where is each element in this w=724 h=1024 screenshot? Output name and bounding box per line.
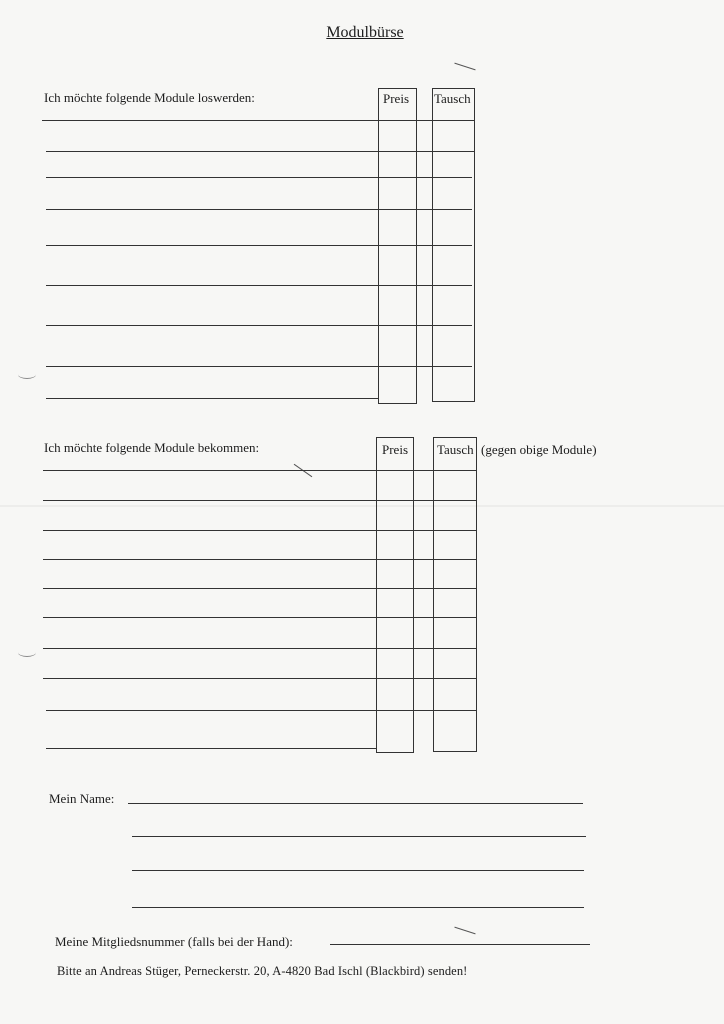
send-to-note: Bitte an Andreas Stüger, Perneckerstr. 20, A-4820 Bad Ischl (Blackbird) senden! — [57, 964, 468, 978]
sell-row-line[interactable] — [46, 398, 378, 399]
sell-row-line[interactable] — [46, 366, 472, 367]
sell-trade-border — [432, 401, 474, 402]
buy-trade-border — [433, 437, 434, 752]
sell-heading: Ich möchte folgende Module loswerden: — [44, 90, 255, 105]
sell-price-header: Preis — [383, 91, 409, 106]
sell-row-line[interactable] — [46, 209, 472, 210]
buy-row-line[interactable] — [43, 678, 476, 679]
buy-row-line[interactable] — [43, 470, 476, 471]
punch-hole-mark — [18, 648, 36, 657]
sell-price-border — [378, 88, 379, 404]
buy-row-line[interactable] — [43, 648, 476, 649]
buy-heading: Ich möchte folgende Module bekommen: — [44, 440, 260, 455]
sell-price-border — [378, 403, 416, 404]
buy-row-line[interactable] — [46, 748, 376, 749]
name-field-line[interactable] — [132, 836, 586, 837]
buy-trade-border — [433, 437, 476, 438]
punch-hole-mark — [18, 370, 36, 379]
name-field-line[interactable] — [132, 907, 584, 908]
sell-row-line[interactable] — [46, 285, 472, 286]
member-number-label: Meine Mitgliedsnummer (falls bei der Hand): — [55, 934, 293, 949]
name-field-line[interactable] — [132, 870, 584, 871]
sell-trade-header: Tausch — [434, 91, 471, 106]
sell-trade-border — [474, 88, 475, 402]
sell-row-line[interactable] — [46, 325, 472, 326]
buy-row-line[interactable] — [43, 500, 476, 501]
sell-row-line[interactable] — [42, 120, 474, 121]
buy-price-border — [376, 752, 413, 753]
buy-row-line[interactable] — [43, 588, 476, 589]
sell-price-border — [416, 88, 417, 404]
buy-trade-border — [476, 437, 477, 752]
name-field-line[interactable] — [128, 803, 583, 804]
sell-row-line[interactable] — [46, 245, 472, 246]
sell-trade-border — [432, 88, 474, 89]
member-number-field-line[interactable] — [330, 944, 590, 945]
pen-mark — [454, 927, 475, 935]
buy-price-border — [413, 437, 414, 753]
name-label: Mein Name: — [49, 791, 115, 806]
buy-price-header: Preis — [382, 442, 408, 457]
buy-price-border — [376, 437, 377, 753]
sell-price-border — [378, 88, 416, 89]
buy-trade-note: (gegen obige Module) — [481, 442, 597, 457]
buy-price-border — [376, 437, 413, 438]
buy-row-line[interactable] — [43, 617, 476, 618]
sell-row-line[interactable] — [46, 177, 472, 178]
buy-trade-header: Tausch — [437, 442, 474, 457]
paper-fold — [0, 505, 724, 507]
buy-row-line[interactable] — [43, 559, 476, 560]
buy-row-line[interactable] — [46, 710, 476, 711]
page-title: Modulbürse — [326, 24, 404, 41]
sell-row-line[interactable] — [46, 151, 474, 152]
buy-row-line[interactable] — [43, 530, 476, 531]
buy-trade-border — [433, 751, 476, 752]
pen-mark — [454, 63, 475, 71]
